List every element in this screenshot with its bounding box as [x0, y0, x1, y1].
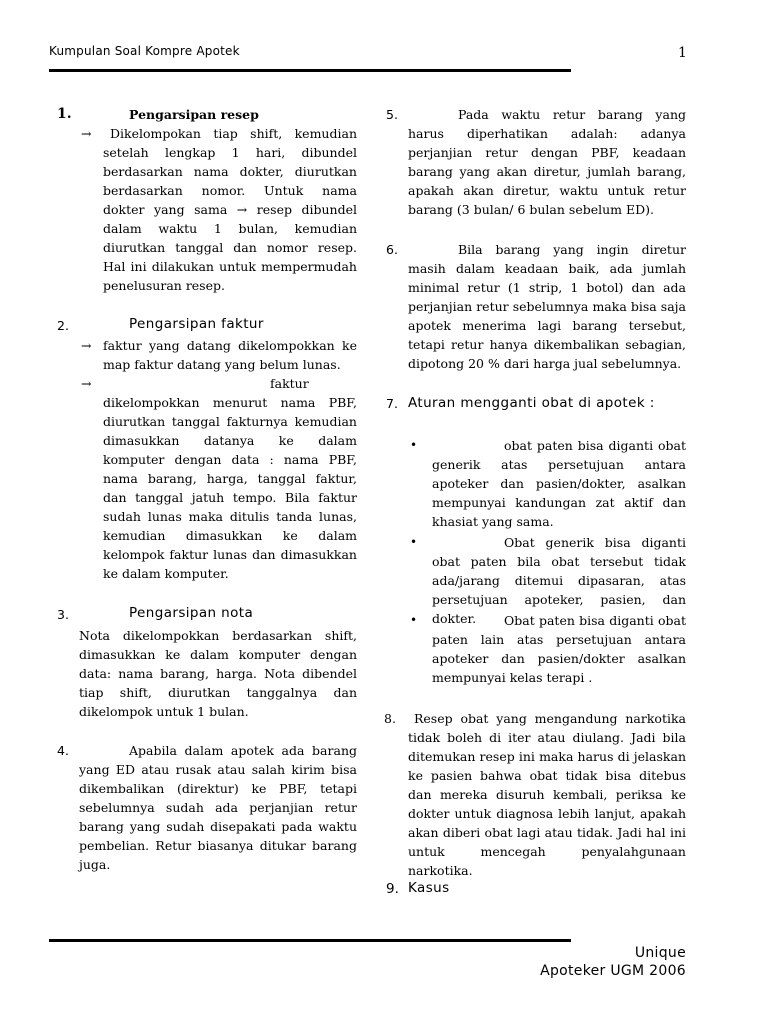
section-1-title: Pengarsipan resep	[129, 107, 259, 122]
section-8-number: 8.	[384, 711, 396, 726]
section-1-number: 1.	[57, 106, 72, 122]
page-number: 1	[678, 45, 687, 61]
section-3-body: Nota dikelompokkan berdasarkan shift, dimasukkan ke dalam komputer dengan data: nama barang, harga. Nota dibendel tiap shift, diurutkan tanggalnya dan dikelompok untuk 1 bulan.	[79, 628, 357, 719]
section-2-number: 2.	[57, 318, 69, 333]
bullet-icon: •	[410, 438, 418, 452]
section-7-item-1: obat paten bisa diganti obat generik atas persetujuan antara apoteker dan pasien/dokter, asalkan mempunyai kandungan zat aktif dan khasiat yang sama.	[432, 438, 686, 529]
section-7-number: 7.	[386, 396, 398, 411]
bullet-icon: •	[410, 613, 418, 627]
section-5-number: 5.	[386, 107, 398, 122]
section-9-title: Kasus	[408, 880, 450, 896]
section-2-item-1: faktur yang datang dikelompokkan ke map faktur datang yang belum lunas.	[103, 338, 357, 372]
footer-line-1: Unique	[634, 945, 686, 961]
arrow-icon: →	[81, 126, 92, 141]
section-2-item-2-lead: faktur	[270, 376, 309, 391]
arrow-icon: →	[81, 376, 92, 391]
section-3-number: 3.	[57, 607, 69, 622]
section-4-body: Apabila dalam apotek ada barang yang ED atau rusak atau salah kirim bisa dikembalikan (direktur) ke PBF, tetapi sebelumnya sudah ada perjanjian retur barang yang sudah disepakati pada waktu pembelian. Retur biasanya ditukar barang juga.	[79, 743, 357, 872]
arrow-icon: →	[81, 338, 92, 353]
bullet-icon: •	[410, 535, 418, 549]
section-8-body: Resep obat yang mengandung narkotika tidak boleh di iter atau diulang. Jadi bila ditemukan resep ini maka harus di jelaskan ke pasien bahwa obat tidak bisa ditebus dan mereka disuruh kembali, periksa ke dokter untuk diagnosa lebih lanjut, apakah akan diberi obat lagi atau tidak. Jadi hal ini untuk mencegah penyalahgunaan narkotika.	[408, 711, 686, 878]
section-6-body: Bila barang yang ingin diretur masih dalam keadaan baik, ada jumlah minimal retur (1 strip, 1 botol) dan ada perjanjian retur sebelumnya maka bisa saja apotek menerima lagi barang tersebut, tetapi retur hanya dikembalikan sebagian, dipotong 20 % dari harga jual sebelumnya.	[408, 242, 686, 371]
section-6-number: 6.	[386, 242, 398, 257]
section-2-title: Pengarsipan faktur	[129, 316, 264, 332]
running-header-title: Kumpulan Soal Kompre Apotek	[49, 44, 240, 58]
section-1-body: Dikelompokan tiap shift, kemudian setelah lengkap 1 hari, dibundel berdasarkan nama dokter, diurutkan berdasarkan nomor. Untuk nama dokter yang sama → resep dibundel dalam waktu 1 bulan, kemudian diurutkan tanggal dan nomor resep. Hal ini dilakukan untuk mempermudah penelusuran resep.	[103, 126, 357, 293]
section-5-body: Pada waktu retur barang yang harus diperhatikan adalah: adanya perjanjian retur dengan PBF, keadaan barang yang akan diretur, jumlah barang, apakah akan diretur, waktu untuk retur barang (3 bulan/ 6 bulan sebelum ED).	[408, 107, 686, 217]
section-4-number: 4.	[57, 743, 69, 758]
section-7-title: Aturan mengganti obat di apotek :	[408, 395, 655, 411]
footer-rule	[49, 939, 571, 942]
section-7-item-3: Obat paten bisa diganti obat paten lain atas persetujuan antara apoteker dan pasien/dokter asalkan mempunyai kelas terapi .	[432, 613, 686, 685]
section-3-title: Pengarsipan nota	[129, 605, 254, 621]
section-9-number: 9.	[386, 881, 399, 897]
section-7-item-2: Obat generik bisa diganti obat paten bila obat tersebut tidak ada/jarang ditemui dipasaran, atas persetujuan apoteker, pasien, dan dokter.	[432, 535, 686, 626]
header-rule	[49, 69, 571, 72]
section-2-item-2: dikelompokkan menurut nama PBF, diurutkan tanggal fakturnya kemudian dimasukkan datanya ke dalam komputer dengan data : nama PBF, nama barang, harga, tanggal faktur, dan tanggal jatuh tempo. Bila faktur sudah lunas maka ditulis tanda lunas, kemudian dimasukkan ke dalam kelompok faktur lunas dan dimasukkan ke dalam komputer.	[103, 395, 357, 581]
footer-line-2: Apoteker UGM 2006	[540, 963, 686, 979]
